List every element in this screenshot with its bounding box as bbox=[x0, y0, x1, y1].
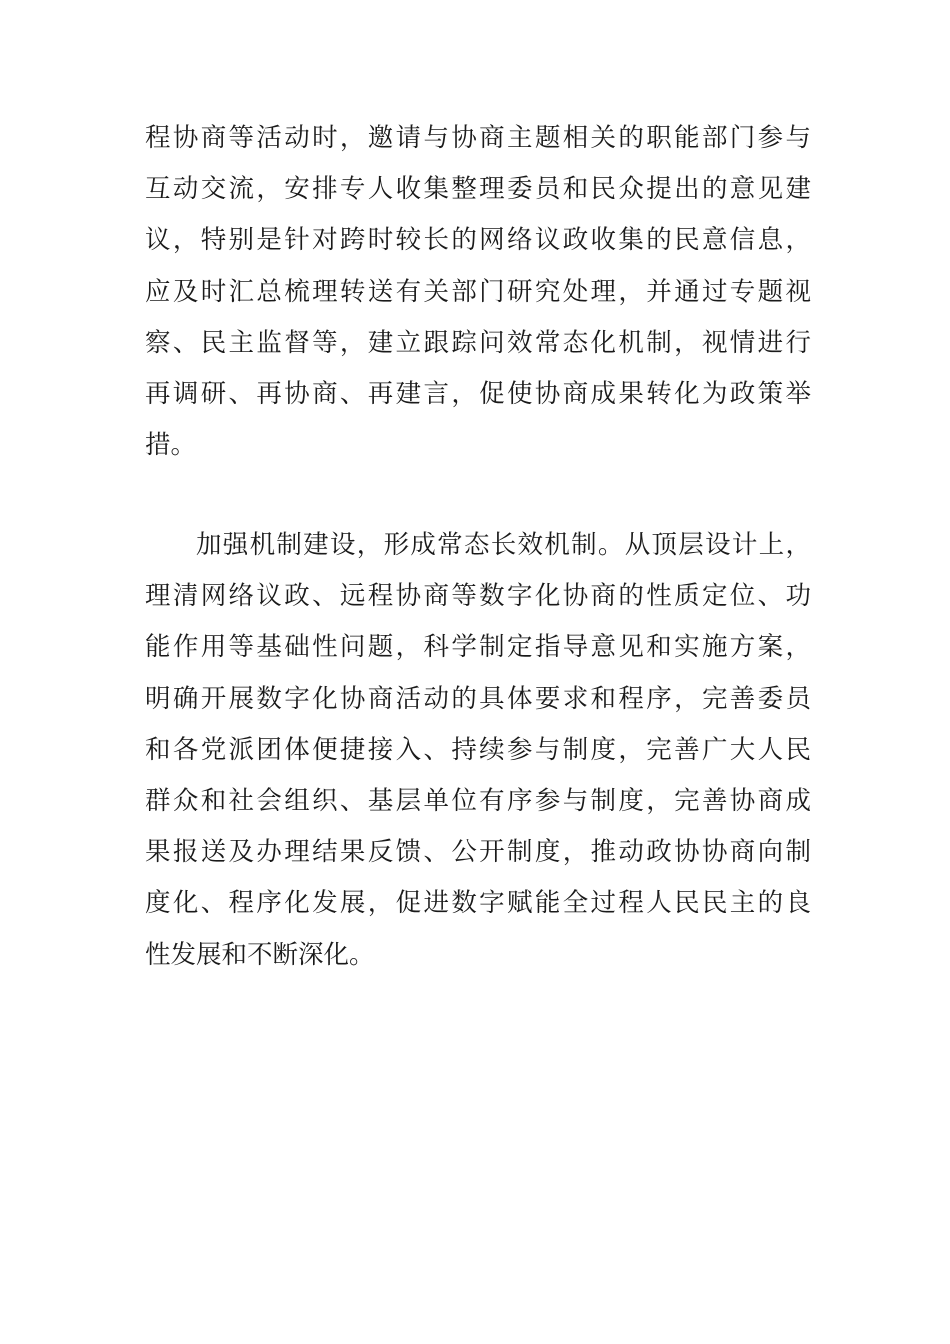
paragraph-line: 措。 bbox=[145, 430, 197, 461]
paragraph-line: 加强机制建设，形成常态长效机制。从顶层设计上， bbox=[196, 530, 811, 560]
paragraph-line: 互动交流，安排专人收集整理委员和民众提出的意见建 bbox=[145, 174, 811, 205]
paragraph-line: 应及时汇总梳理转送有关部门研究处理，并通过专题视 bbox=[145, 276, 811, 307]
paragraph-1 bbox=[145, 113, 811, 471]
paragraph-line: 群众和社会组织、基层单位有序参与制度，完善协商成 bbox=[145, 785, 811, 816]
paragraph-line: 程协商等活动时，邀请与协商主题相关的职能部门参与 bbox=[145, 123, 811, 153]
paragraph-line: 理清网络议政、远程协商等数字化协商的性质定位、功 bbox=[145, 581, 811, 612]
paragraph-line: 明确开展数字化协商活动的具体要求和程序，完善委员 bbox=[145, 683, 811, 714]
paragraph-line: 再调研、再协商、再建言，促使协商成果转化为政策举 bbox=[145, 378, 811, 409]
paragraph-line: 果报送及办理结果反馈、公开制度，推动政协协商向制 bbox=[145, 837, 811, 868]
paragraph-line: 议，特别是针对跨时较长的网络议政收集的民意信息， bbox=[145, 225, 811, 256]
paragraph-2 bbox=[145, 520, 811, 981]
paragraph-line: 和各党派团体便捷接入、持续参与制度，完善广大人民 bbox=[145, 734, 811, 765]
paragraph-line: 能作用等基础性问题，科学制定指导意见和实施方案， bbox=[145, 632, 811, 663]
paragraph-line: 察、民主监督等，建立跟踪问效常态化机制，视情进行 bbox=[145, 327, 811, 358]
paragraph-line: 度化、程序化发展，促进数字赋能全过程人民民主的良 bbox=[145, 888, 811, 919]
paragraph-line: 性发展和不断深化。 bbox=[145, 939, 375, 970]
